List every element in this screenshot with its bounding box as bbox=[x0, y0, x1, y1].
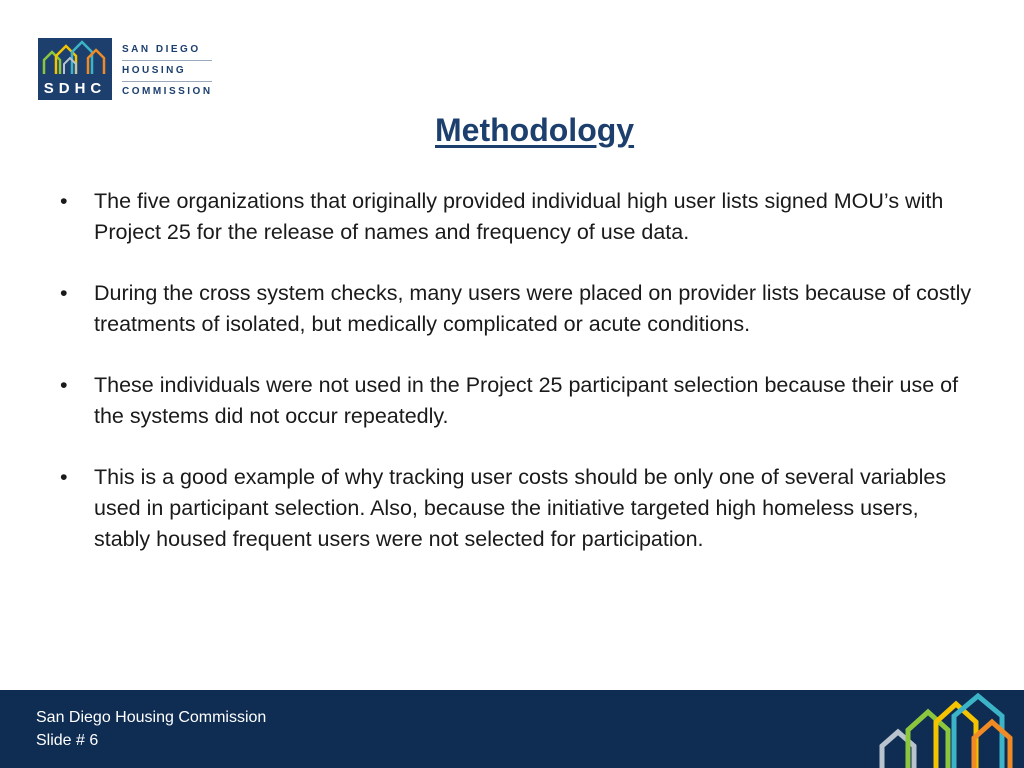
bullet-text: The five organizations that originally provided individual high user lists signed MOU’s with Project 25 for the release of names and frequency of use data. bbox=[94, 189, 944, 244]
footer-organization: San Diego Housing Commission bbox=[36, 709, 267, 726]
houses-outline-icon bbox=[874, 690, 1024, 768]
bullet-item bbox=[56, 186, 976, 248]
slide-title: Methodology bbox=[435, 112, 635, 148]
bullet-text: During the cross system checks, many users were placed on provider lists because of costly treatments of isolated, but medically complicated or acute conditions. bbox=[94, 281, 972, 336]
bullet-marker: • bbox=[60, 189, 68, 213]
bullet-text: This is a good example of why tracking user costs should be only one of several variables used in participant selection. Also, because the initiative targeted high homeless users, stably housed frequent users were not selected for participation. bbox=[94, 465, 947, 551]
logo-word-housing: HOUSING bbox=[122, 61, 212, 82]
footer-bar bbox=[0, 690, 1024, 768]
logo-wordmark bbox=[122, 40, 212, 102]
bullet-item bbox=[56, 462, 976, 555]
slide-number: Slide # 6 bbox=[36, 732, 99, 749]
bullet-text: These individuals were not used in the Project 25 participant selection because their use of the systems did not occur repeatedly. bbox=[94, 373, 959, 428]
logo-monogram: SDHC bbox=[38, 78, 112, 100]
bullet-marker: • bbox=[60, 373, 68, 397]
bullet-marker: • bbox=[60, 281, 68, 305]
bullet-item bbox=[56, 278, 976, 340]
footer-text bbox=[36, 706, 266, 752]
bullet-marker: • bbox=[60, 465, 68, 489]
logo-word-commission: COMMISSION bbox=[122, 86, 213, 97]
sdhc-logo bbox=[38, 38, 213, 102]
houses-logo-icon bbox=[38, 38, 112, 100]
bullet-item bbox=[56, 370, 976, 432]
bullet-list bbox=[56, 186, 976, 585]
logo-word-san-diego: SAN DIEGO bbox=[122, 40, 212, 61]
